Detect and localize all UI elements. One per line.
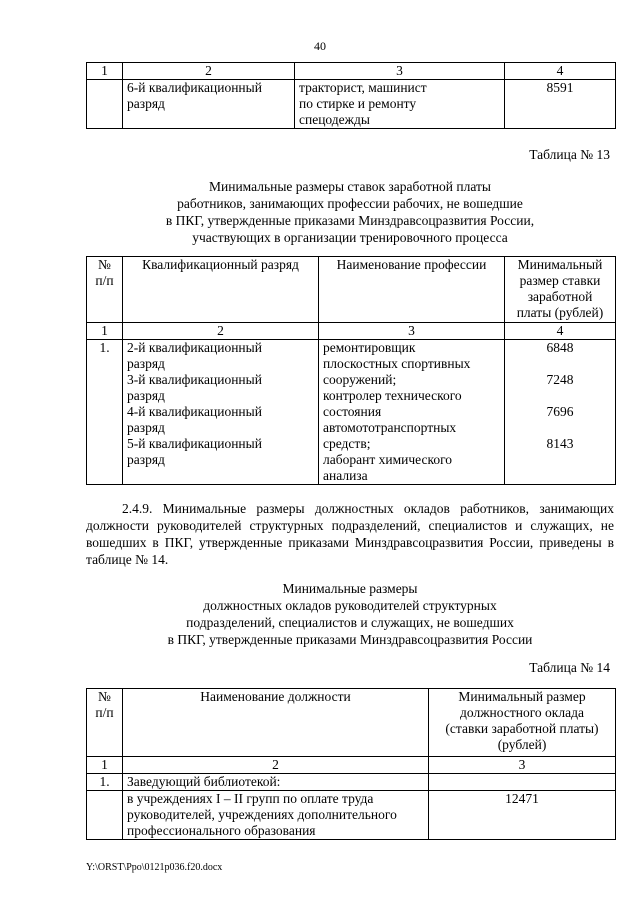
table14-header (87, 689, 616, 757)
col-number: 2 (123, 323, 319, 340)
table-top-header (87, 63, 616, 80)
col-number: 3 (429, 757, 616, 774)
salary-cell: 8591 (505, 80, 616, 129)
header-cell: Минимальный размер ставки заработной платы (рублей) (505, 257, 616, 323)
table-14 (86, 688, 616, 840)
col-number: 3 (295, 63, 505, 80)
table-13 (86, 256, 616, 485)
title-line: участвующих в организации тренировочного процесса (192, 230, 508, 245)
col-number: 1 (87, 757, 123, 774)
header-cell: Квалификационный разряд (123, 257, 319, 323)
salary-value: 8143 (546, 436, 574, 451)
header-cell: Минимальный размер должностного оклада (ставки заработной платы) (рублей) (429, 689, 616, 757)
col-number: 2 (123, 757, 429, 774)
title-line: в ПКГ, утвержденные приказами Минздравсоцразвития России (167, 632, 533, 647)
position-cell: в учреждениях I – II групп по оплате труда руководителей, учреждениях дополнительного профессионального образования (123, 791, 429, 840)
position-cell: Заведующий библиотекой: (123, 774, 429, 791)
paragraph-2-4-9: 2.4.9. Минимальные размеры должностных окладов работников, занимающих должности руководителей структурных подразделений, специалистов и служащих, не вошедших в ПКГ, утвержденные приказами Минздравсоцразвития России, приведены в таблице № 14. (86, 501, 614, 567)
grade-cell: 6-й квалификационный разряд (123, 80, 295, 129)
row-number: 1. (87, 774, 123, 791)
salary-value: 7696 (546, 404, 574, 419)
table13-title (86, 178, 614, 246)
title-line: должностных окладов руководителей структурных (203, 598, 497, 613)
profession-cell: ремонтировщик плоскостных спортивных сооружений; контролер технического состояния автомототранспортных средств; лаборант химического анализа (319, 340, 505, 485)
table14-title (86, 580, 614, 648)
header-cell: Наименование профессии (319, 257, 505, 323)
col-number: 1 (87, 63, 123, 80)
title-line: подразделений, специалистов и служащих, не вошедших (186, 615, 514, 630)
table14-label: Таблица № 14 (529, 660, 610, 675)
header-cell: № п/п (87, 257, 123, 323)
table13-label: Таблица № 13 (529, 147, 610, 162)
salary-cell (505, 340, 616, 485)
title-line: Минимальные размеры (282, 581, 418, 596)
table-row (87, 340, 616, 485)
table13-numbers (87, 323, 616, 340)
grade-cell: 2-й квалификационный разряд 3-й квалификационный разряд 4-й квалификационный разряд 5-й квалификационный разряд (123, 340, 319, 485)
col-number: 1 (87, 323, 123, 340)
header-cell: № п/п (87, 689, 123, 757)
title-line: Минимальные размеры ставок заработной платы (209, 179, 491, 194)
table-row (87, 774, 616, 791)
title-line: работников, занимающих профессии рабочих, не вошедшие (177, 196, 523, 211)
profession-cell: тракторист, машинист по стирке и ремонту спецодежды (295, 80, 505, 129)
table-row (87, 791, 616, 840)
row-number: 1. (87, 340, 123, 485)
salary-value: 6848 (546, 340, 574, 355)
table13-header (87, 257, 616, 323)
col-number: 2 (123, 63, 295, 80)
table-top (86, 62, 616, 129)
table-row (87, 80, 616, 129)
salary-value: 7248 (546, 372, 574, 387)
header-cell: Наименование должности (123, 689, 429, 757)
salary-cell: 12471 (429, 791, 616, 840)
title-line: в ПКГ, утвержденные приказами Минздравсоцразвития России, (165, 213, 535, 228)
col-number: 4 (505, 323, 616, 340)
col-number: 3 (319, 323, 505, 340)
page-number: 40 (314, 39, 326, 53)
footer-file-path: Y:\ORST\Ppo\0121p036.f20.docx (86, 862, 223, 873)
table14-numbers (87, 757, 616, 774)
col-number: 4 (505, 63, 616, 80)
